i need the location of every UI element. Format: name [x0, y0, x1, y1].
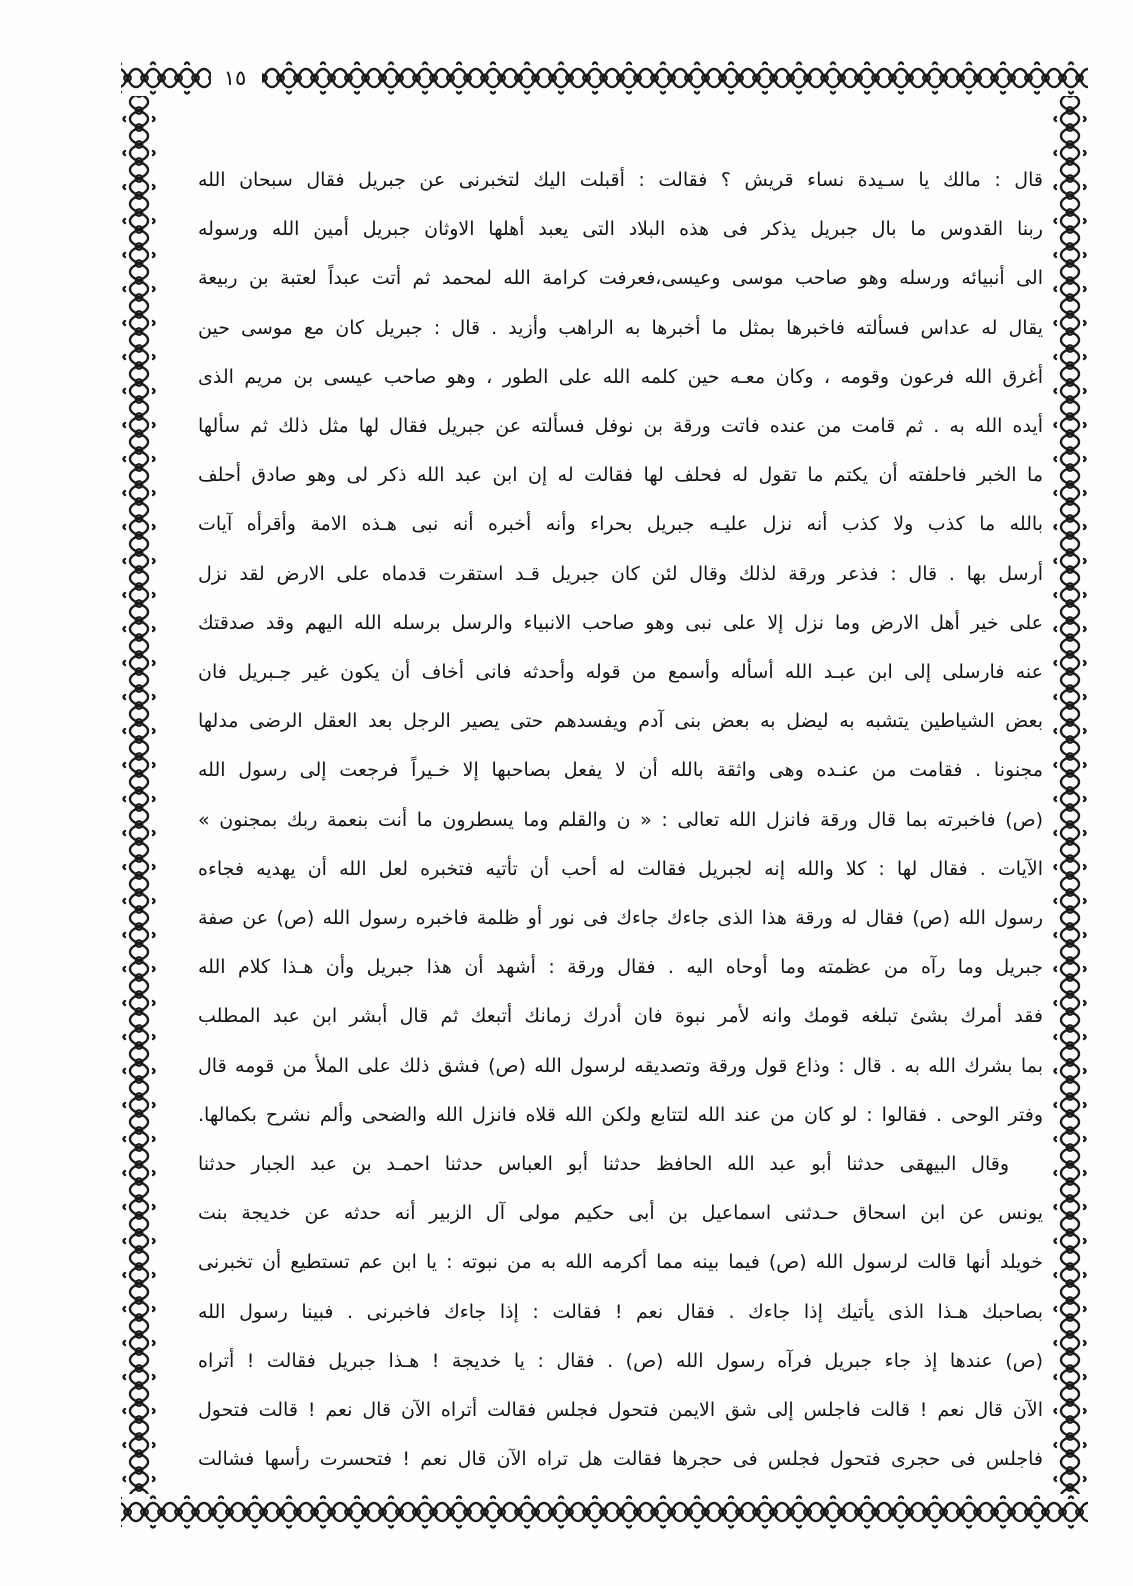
text-line: الآيات . فقال لها : كلا والله إنه لجبريل فقالت له أحب أن تأتيه فتخبره لعل الله أن يهديه فجاءه — [198, 857, 1043, 880]
text-line: عنه فارسلى إلى ابن عبـد الله أسأله وأسمع من قوله وأحدثه فانى أخاف أن يكون غير جـبريل فان — [198, 661, 1043, 683]
text-line: بما بشرك الله به . قال : وذاع قول ورقة وتصديقه لرسول الله (ص) فشق ذلك على الملأ من قومه قال — [198, 1054, 1043, 1077]
text-line: قال : مالك يا سـيدة نساء قريش ؟ فقالت : أقبلت اليك لتخبرنى عن جبريل فقال سبحان الله — [198, 169, 1043, 191]
border-left — [121, 96, 157, 1494]
text-line: فقد أمرك بشئ تبلغه قومك وانه لأمر نبوة فان أدرك زمانك أتبعك ثم قال أبشر ابن عبد المطلب — [198, 1005, 1043, 1028]
page-number: ١٥ — [223, 66, 247, 90]
text-line: على خير أهل الارض وما نزل إلا على نبى وهو صاحب الانبياء والرسل برسله الله اليهم وقد صدقتك — [198, 611, 1043, 634]
text-line: وفتر الوحى . فقالوا : لو كان من عند الله لتتابع ولكن الله قلاه فانزل الله والضحى وألم نشرح بكمالها. — [198, 1103, 1043, 1126]
border-top — [262, 60, 1088, 96]
text-line: (ص) عندها إذ جاء جبريل فرآه رسول الله (ص) . فقال : يا خديجة ! هـذا جبريل فقالت ! أتراه — [198, 1349, 1043, 1372]
text-line: يقال له عداس فسألته فاخبرها بمثل ما أخبرها به الراهب وأزيد . قال : جبريل كان مع موسى حين — [198, 316, 1043, 339]
border-top-left-ornament — [121, 60, 211, 96]
text-line: رسول الله (ص) فقال له ورقة هذا الذى جاءك جاءك فى نور أو ظلمة فاخبره رسول الله (ص) عن صفة — [198, 907, 1043, 929]
text-line: بعض الشياطين يتشبه به ليضل به بعض بنى آدم ويفسدهم حتى يصير الرجل بعد العقل الرضى مدلها — [198, 710, 1043, 733]
text-line: الى أنبيائه ورسله وهو صاحب موسى وعيسى،فعرفت كرامة الله لمحمد ثم أتت عبداً لعتبة بن ربيعة — [198, 267, 1043, 290]
text-line: جبريل وما رآه من عظمته وما أوحاه اليه . فقال ورقة : أشهد أن هذا جبريل وأن هـذا كلام الله — [198, 956, 1043, 979]
text-line: وقال البيهقى حدثنا أبو عبد الله الحافظ حدثنا أبو العباس حدثنا احمـد بن عبد الجبار حدثنا — [198, 1153, 1009, 1175]
border-right — [1052, 96, 1088, 1494]
text-line: بصاحبك هـذا الذى يأتيك إذا جاءك . فقال نعم ! فقالت : إذا جاءك فاخبرنى . فبينا رسول الله — [198, 1300, 1043, 1323]
text-line: (ص) فاخبرته بما قال ورقة فانزل الله تعالى : « ن والقلم وما يسطرون ما أنت بنعمة ربك بمجنون » — [198, 808, 1043, 831]
text-line: يونس عن ابن اسحاق حـدثنى اسماعيل بن أبى حكيم مولى آل الزبير أنه حدثه عن خديجة بنت — [198, 1202, 1043, 1225]
text-line: مجنونا . فقامت من عنـده وهى واثقة بالله أن لا يفعل بصاحبها إلا خـيراً فرجعت إلى رسول الله — [198, 759, 1043, 782]
text-line: ما الخبر فاحلفته أن يكتم ما تقول له فحلف لها فقالت له إن ابن عبد الله ذكر لى وهو صادق أحلف — [198, 464, 1043, 487]
text-line: بالله ما كذب ولا كذب أنه نزل عليـه جبريل بحراء وأنه أخبره أنه نبى هـذه الامة وأقرأه آيات — [198, 513, 1043, 536]
text-line: الآن قال نعم ! قالت فاجلس إلى شق الايمن فتحول فجلس فقالت أتراه الآن قال نعم ! قالت فتحول — [198, 1399, 1043, 1421]
text-line: خويلد أنها قالت لرسول الله (ص) فيما بينه مما أكرمه الله به من نبوته : يا ابن عم تستطيع أن تخبرنى — [198, 1251, 1043, 1274]
text-line: أغرق الله فرعون وقومه ، وكان معـه حين كلمه الله على الطور ، وهو صاحب عيسى بن مريم الذى — [198, 365, 1043, 388]
text-line: أيده الله به . ثم قامت من عنده فاتت ورقة بن نوفل فسألته عن جبريل فقال لها مثل ذلك ثم سألها — [198, 415, 1043, 437]
text-line: فاجلس فى حجرى فتحول فجلس فى حجرها فقالت هل تراه الآن قال نعم ! فتحسرت رأسها فشالت — [198, 1448, 1043, 1471]
border-bottom — [121, 1494, 1088, 1530]
text-line: ربنا القدوس ما بال جبريل يذكر فى هذه البلاد التى يعبد أهلها الاوثان جبريل أمين الله ورسوله — [198, 218, 1043, 241]
text-line: أرسل بها . قال : فذعر ورقة لذلك وقال لئن كان جبريل قـد استقرت قدماه على الارض لقد نزل — [198, 562, 1043, 585]
